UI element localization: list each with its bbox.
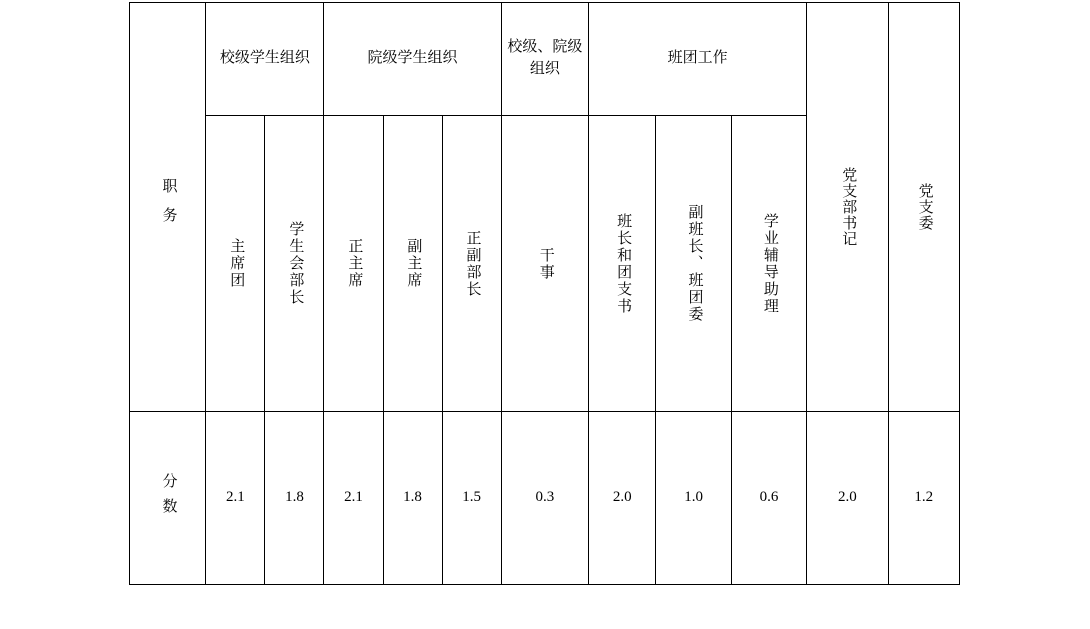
- group-header-school-college-org-text: 校级、院级组织: [507, 39, 583, 77]
- score-cell-5: 1.5: [442, 412, 501, 585]
- group-header-school-college-org: [501, 3, 589, 116]
- group-header-school-org-text: 校级学生组织: [219, 50, 310, 67]
- position-text-chairman-group: 主席团: [228, 238, 245, 289]
- position-text-department-head: 正副部长: [464, 229, 481, 298]
- position-text-vice-chairman: 副主席: [405, 238, 422, 289]
- score-cell-11: 1.2: [888, 412, 959, 585]
- header-party-branch-secretary-text: 党支部书记: [840, 167, 857, 247]
- score-cell-1: 2.1: [206, 412, 265, 585]
- group-header-college-org: [324, 3, 501, 116]
- group-header-class-work: [589, 3, 807, 116]
- position-cell-vice-chairman: [383, 116, 442, 412]
- score-cell-7: 2.0: [589, 412, 656, 585]
- row-label-position-text: 职务: [160, 178, 177, 236]
- position-text-chief-chairman: 正主席: [346, 238, 363, 289]
- position-cell-department-head: [442, 116, 501, 412]
- position-cell-class-monitor-branch-secretary: [589, 116, 656, 412]
- position-cell-union-department-head: [265, 116, 324, 412]
- score-cell-8: 1.0: [656, 412, 731, 585]
- score-cell-6: 0.3: [501, 412, 589, 585]
- group-header-class-work-text: 班团工作: [667, 50, 728, 67]
- position-cell-chairman-group: [206, 116, 265, 412]
- header-party-branch-committee: [888, 3, 959, 412]
- position-text-academic-tutor-assistant: 学业辅导助理: [761, 212, 778, 315]
- table-row-scores: [130, 412, 960, 585]
- score-cell-4: 1.8: [383, 412, 442, 585]
- score-table: [129, 2, 960, 585]
- group-header-college-org-text: 院级学生组织: [367, 50, 458, 67]
- position-cell-staff: [501, 116, 589, 412]
- score-cell-2: 1.8: [265, 412, 324, 585]
- position-text-union-department-head: 学生会部长: [287, 221, 304, 306]
- header-party-branch-secretary: [807, 3, 888, 412]
- score-cell-10: 2.0: [807, 412, 888, 585]
- header-party-branch-committee-text: 党支委: [916, 183, 933, 231]
- position-text-vice-monitor-class-committee: 副班长、班团委: [686, 204, 703, 323]
- row-label-score: [130, 412, 206, 585]
- position-cell-academic-tutor-assistant: [731, 116, 806, 412]
- row-label-score-text: 分数: [160, 473, 177, 523]
- position-cell-vice-monitor-class-committee: [656, 116, 731, 412]
- score-cell-9: 0.6: [731, 412, 806, 585]
- group-header-school-org: [206, 3, 324, 116]
- position-text-staff: 干事: [537, 246, 554, 281]
- position-cell-chief-chairman: [324, 116, 383, 412]
- position-text-class-monitor-branch-secretary: 班长和团支书: [615, 212, 632, 315]
- row-label-position: [130, 3, 206, 412]
- score-cell-3: 2.1: [324, 412, 383, 585]
- table-header-row-groups: [130, 3, 960, 116]
